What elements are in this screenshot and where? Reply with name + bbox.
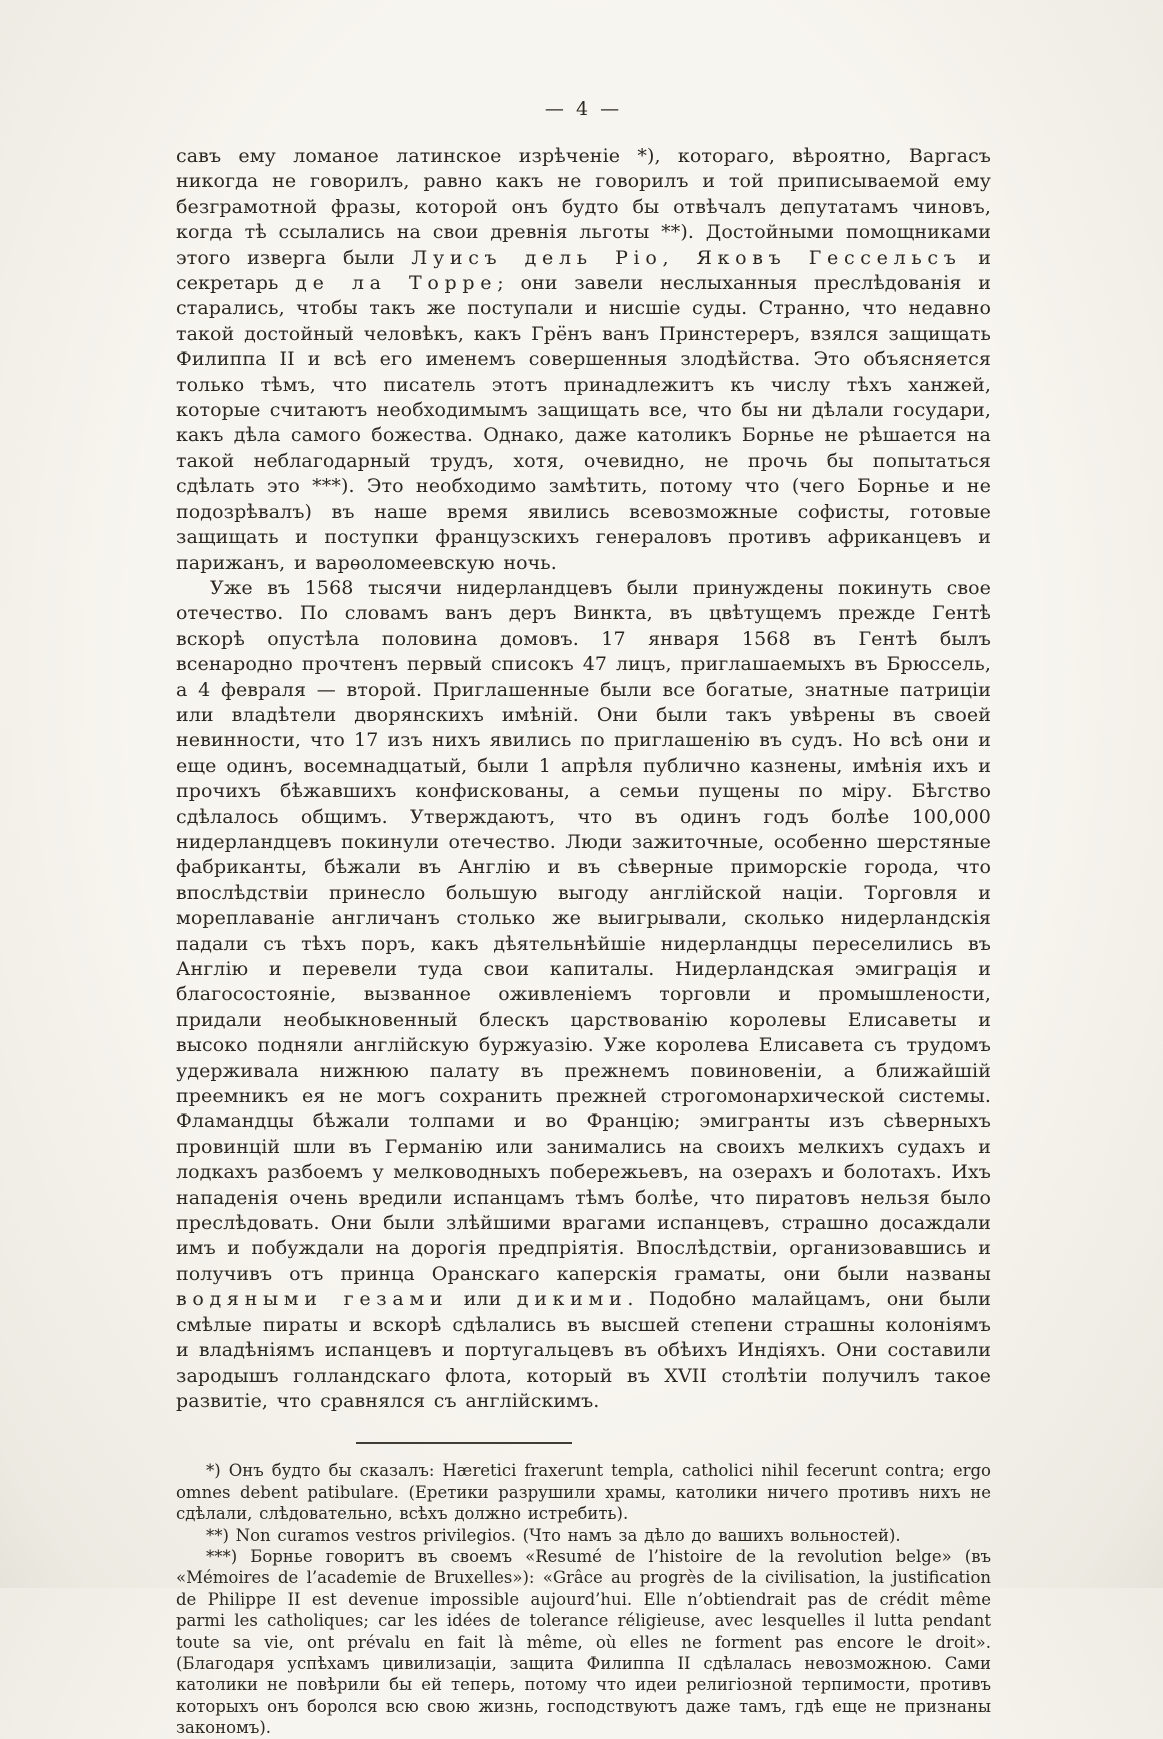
- text-run: ; они завели неслыханныя преслѣдованія и старались, чтобы такъ же поступали и нисшіе суды. Странно, что недавно такой достойный человѣкъ, какъ Грёнъ ванъ Принстереръ, взялся защищать Филиппа II и всѣ его именемъ совершенныя злодѣйства. Это объясняется только тѣмъ, что писатель этотъ принадлежитъ къ числу тѣхъ ханжей, которые считаютъ необходимымъ защищать все, что бы ни дѣлали государи, какъ дѣла самого божества. Однако, даже католикъ Борнье не рѣшается на такой неблагодарный трудъ, хотя, очевидно, не прочь бы попытаться сдѣлать это ***). Это необходимо замѣтить, потому что (чего Борнье и не подозрѣвалъ) въ наше время явились всевозможные софисты, готовые защищать и поступки французскихъ генераловъ противъ африканцевъ и парижанъ, и варѳоломеевскую ночь.: [176, 272, 991, 574]
- text-run: *) Онъ будто бы сказалъ: Hæretici fraxerunt templa, catholici nihil fecerunt contra; ergo omnes debent patibulare. (Еретики разрушили храмы, католики ничего противъ нихъ не сдѣлали, слѣдовательно, всѣхъ должно истребить).: [176, 1461, 991, 1524]
- body-text-container: [176, 144, 991, 1414]
- text-run: **) Non curamos vestros privilegios. (Что намъ за дѣло до вашихъ вольностей).: [206, 1525, 901, 1545]
- text-run: ***) Борнье говоритъ въ своемъ «Resumé de l’histoire de la revolution belge» (въ «Mémoires de l’academie de Bruxelles»): «Grâce au progrès de la civilisation, la justification de Philippe II est devenue impossible aujourd’hui. Elle n’obtiendrait pas de crédit même parmi les catholiques; car les idées de tolerance réligieuse, avec lesquelles il lutta pendant toute sa vie, ont prévalu en fait là même, où elles ne forment pas encore le droit». (Благодаря успѣхамъ цивилизаціи, защита Филиппа II сдѣлалась невозможною. Сами католики не повѣрили бы ей теперь, потому что идеи религіозной терпимости, противъ которыхъ онъ боролся всю свою жизнь, господствуютъ даже тамъ, гдѣ еще не признаны закономъ).: [176, 1546, 991, 1738]
- footnote-separator-rule: [356, 1442, 572, 1444]
- text-run: Уже въ 1568 тысячи нидерландцевъ были принуждены покинуть свое отечество. По словамъ ванъ деръ Винкта, въ цвѣтущемъ прежде Гентѣ вскорѣ опустѣла половина домовъ. 17 января 1568 въ Гентѣ былъ всенародно прочтенъ первый списокъ 47 лицъ, приглашаемыхъ въ Брюссель, а 4 февраля — второй. Приглашенные были все богатые, знатные патриціи или владѣтели дворянскихъ имѣній. Они были такъ увѣрены въ своей невинности, что 17 изъ нихъ явились по приглашенію въ судъ. Но всѣ они и еще одинъ, восемнадцатый, были 1 апрѣля публично казнены, имѣнія ихъ и прочихъ бѣжавшихъ конфискованы, а семьи пущены по міру. Бѣгство сдѣлалось общимъ. Утверждаютъ, что въ одинъ годъ болѣе 100,000 нидерландцевъ покинули отечество. Люди зажиточные, особенно шерстяные фабриканты, бѣжали въ Англію и въ сѣверные приморскіе города, что впослѣдствіи принесло большую выгоду англійской націи. Торговля и мореплаваніе англичанъ столько же выигрывали, сколько нидерландскія падали съ тѣхъ поръ, какъ дѣятельнѣйшіе нидерландцы переселились въ Англію и перевели туда свои капиталы. Нидерландская эмиграція и благосостояніе, вызванное оживленіемъ торговли и промышлености, придали необыкновенный блескъ царствованію королевы Елисаветы и высоко подняли англійскую буржуазію. Уже королева Елисавета съ трудомъ удерживала нижнюю палату въ прежнемъ повиновеніи, а ближайшій преемникъ ея не могъ сохранить прежней строгомонархической системы. Фламандцы бѣжали толпами и во Францію; эмигранты изъ сѣверныхъ провинцій шли въ Германію или занимались на своихъ мелкихъ судахъ и лодкахъ разбоемъ у мелководныхъ побережьевъ, на озерахъ и болотахъ. Ихъ нападенія очень вредили испанцамъ тѣмъ болѣе, что пиратовъ нельзя было преслѣдовать. Они были злѣйшими врагами испанцевъ, страшно досаждали имъ и побуждали на дорогія предпріятія. Впослѣдствіи, организовавшись и получивъ отъ принца Оранскаго каперскія граматы, они были названы: [176, 576, 991, 1285]
- body-paragraph: [176, 144, 991, 576]
- footnote: [176, 1525, 991, 1546]
- letterspaced-emphasis-text: дикими: [516, 1288, 628, 1311]
- text-run: и секретарь: [176, 246, 992, 295]
- footnote: [176, 1460, 991, 1524]
- body-paragraph: [176, 576, 991, 1414]
- text-run: или: [448, 1288, 517, 1311]
- letterspaced-emphasis-text: Луисъ дель Ріо, Яковъ Гессельсъ: [411, 246, 962, 269]
- letterspaced-emphasis-text: де ла Торре: [295, 272, 498, 295]
- page-number: — 4 —: [544, 98, 623, 120]
- text-run: . Подобно малайцамъ, они были смѣлые пираты и вскорѣ сдѣлались въ высшей степени страшны колоніямъ и владѣніямъ испанцевъ и португальцевъ въ обѣихъ Индіяхъ. Они составили зародышъ голландскаго флота, который въ XVII столѣтіи получилъ такое развитіе, что сравнялся съ англійскимъ.: [176, 1288, 991, 1412]
- text-run: савъ ему ломаное латинское изрѣченіе *), котораго, вѣроятно, Варгасъ никогда не говорилъ, равно какъ не говорилъ и той приписываемой ему безграмотной фразы, которой онъ будто бы отвѣчалъ депутатамъ чиновъ, когда тѣ ссылались на свои древнія льготы **). Достойными помощниками этого изверга были: [176, 145, 991, 269]
- footnotes-container: [176, 1460, 991, 1738]
- footnote: [176, 1546, 991, 1739]
- letterspaced-emphasis-text: водяными гезами: [176, 1288, 449, 1311]
